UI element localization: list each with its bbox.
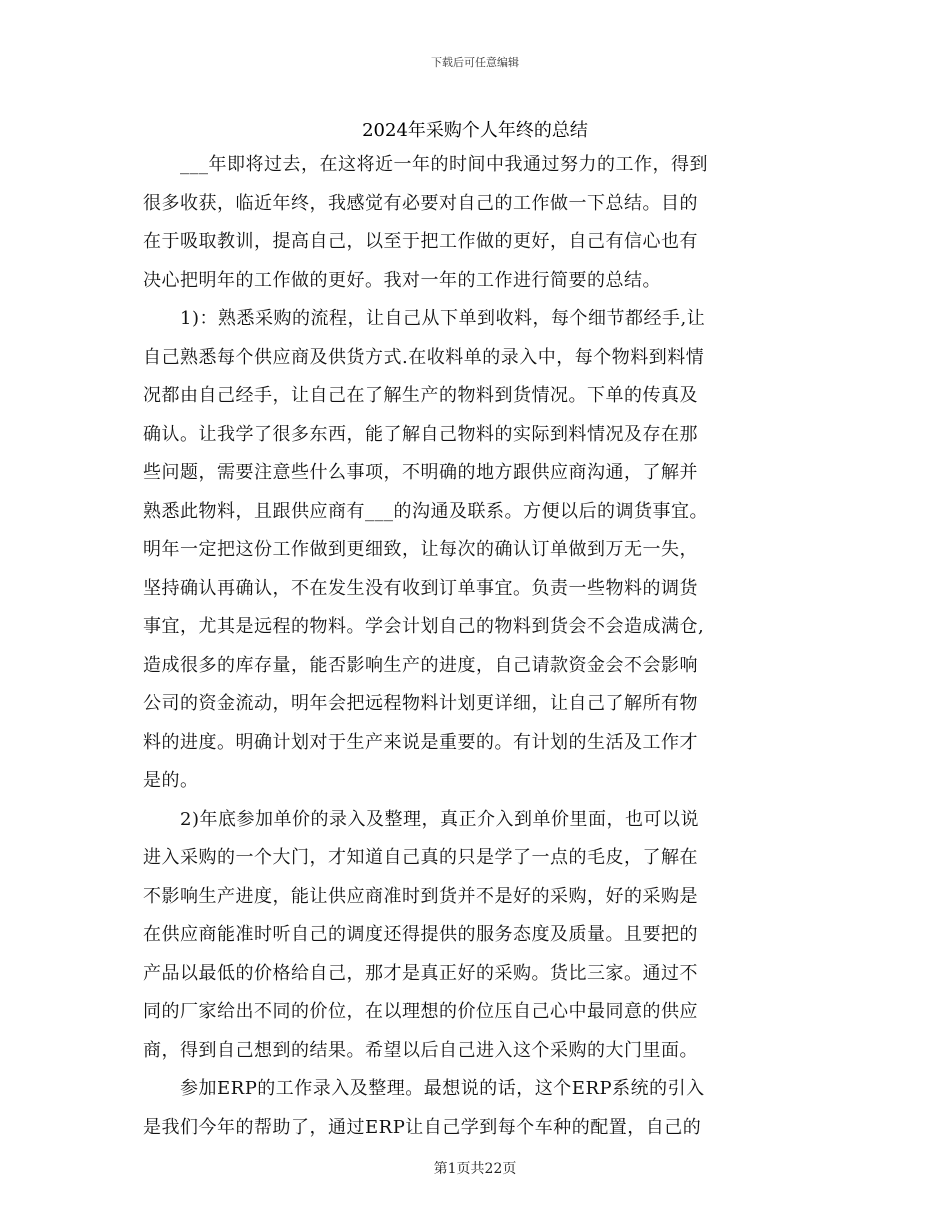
page-header: 下载后可任意编辑 — [431, 56, 519, 69]
body-line: 决心把明年的工作做的更好。我对一年的工作进行简要的总结。 — [143, 269, 661, 291]
body-line: 些问题，需要注意些什么事项，不明确的地方跟供应商沟通，了解并 — [143, 462, 698, 483]
body-line: 参加ERP的工作录入及整理。最想说的话，这个ERP系统的引入 — [143, 1078, 705, 1099]
body-line: 进入采购的一个大门，才知道自己真的只是学了一点的毛皮，了解在 — [143, 847, 698, 868]
body-line: ___年即将过去，在这将近一年的时间中我通过努力的工作，得到 — [143, 154, 708, 175]
body-line: 在供应商能准时听自己的调度还得提供的服务态度及质量。且要把的 — [143, 924, 698, 945]
body-line: 是的。 — [143, 770, 199, 791]
body-line: 不影响生产进度，能让供应商准时到货并不是好的采购，好的采购是 — [143, 885, 698, 907]
body-line: 很多收获，临近年终，我感觉有必要对自己的工作做一下总结。目的 — [143, 192, 698, 214]
body-line: 1)：熟悉采购的流程，让自己从下单到收料，每个细节都经手,让 — [143, 308, 706, 329]
body-line: 在于吸取教训，提高自己，以至于把工作做的更好，自己有信心也有 — [143, 231, 698, 252]
body-line: 公司的资金流动，明年会把远程物料计划更详细，让自己了解所有物 — [143, 693, 698, 714]
body-line: 造成很多的库存量，能否影响生产的进度，自己请款资金会不会影响 — [143, 654, 698, 676]
body-line: 是我们今年的帮助了，通过ERP让自己学到每个车种的配置，自己的 — [143, 1116, 702, 1138]
body-line: 事宜，尤其是远程的物料。学会计划自己的物料到货会不会造成满仓, — [143, 616, 705, 637]
page-footer: 第1页共22页 — [433, 1161, 517, 1177]
document-title: 2024年采购个人年终的总结 — [362, 120, 588, 141]
body-line: 确认。让我学了很多东西，能了解自己物料的实际到料情况及存在那 — [143, 423, 698, 445]
body-line: 料的进度。明确计划对于生产来说是重要的。有计划的生活及工作才 — [143, 731, 698, 753]
body-line: 自己熟悉每个供应商及供货方式.在收料单的录入中，每个物料到料情 — [143, 346, 705, 368]
body-line: 熟悉此物料，且跟供应商有___的沟通及联系。方便以后的调货事宜。 — [143, 500, 708, 522]
body-line: 产品以最低的价格给自己，那才是真正好的采购。货比三家。通过不 — [143, 962, 698, 984]
body-line: 同的厂家给出不同的价位，在以理想的价位压自己心中最同意的供应 — [143, 1001, 698, 1022]
body-line: 2)年底参加单价的录入及整理，真正介入到单价里面，也可以说 — [143, 808, 699, 830]
body-line: 坚持确认再确认，不在发生没有收到订单事宜。负责一些物料的调货 — [143, 577, 698, 599]
body-line: 明年一定把这份工作做到更细致，让每次的确认订单做到万无一失， — [143, 539, 698, 560]
body-line: 商，得到自己想到的结果。希望以后自己进入这个采购的大门里面。 — [143, 1039, 698, 1061]
body-line: 况都由自己经手，让自己在了解生产的物料到货情况。下单的传真及 — [143, 385, 698, 406]
